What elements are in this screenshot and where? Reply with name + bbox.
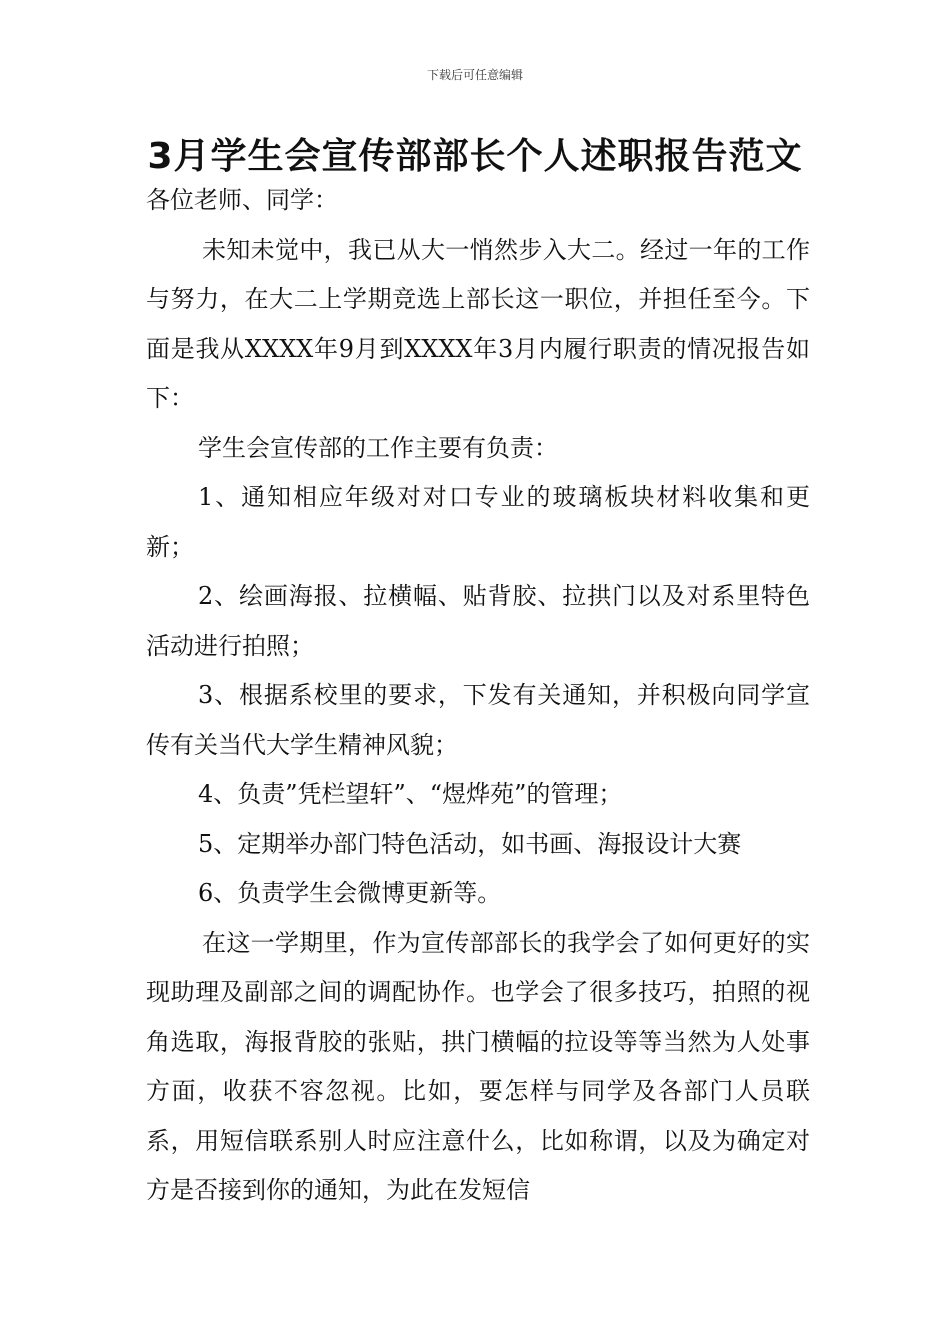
document-title: 3月学生会宣传部部长个人述职报告范文 xyxy=(147,136,803,177)
document-body xyxy=(146,176,810,1216)
header-note: 下载后可任意编辑 xyxy=(426,68,523,82)
salutation: 各位老师、同学： xyxy=(146,186,338,214)
duties-heading: 学生会宣传部的工作主要有负责： xyxy=(198,433,558,462)
duty-item-3: 3、根据系校里的要求，下发有关通知，并积极向同学宣传有关当代大学生精神风貌； xyxy=(146,681,810,759)
duty-item-6: 6、负责学生会微博更新等。 xyxy=(198,879,502,907)
duty-item-2: 2、绘画海报、拉横幅、贴背胶、拉拱门以及对系里特色活动进行拍照； xyxy=(146,582,810,660)
duty-item-4: 4、负责”凭栏望轩”、“煜烨苑”的管理； xyxy=(198,780,623,808)
duty-item-5: 5、定期举办部门特色活动，如书画、海报设计大赛 xyxy=(198,829,742,858)
intro-paragraph: 未知未觉中，我已从大一悄然步入大二。经过一年的工作与努力，在大二上学期竞选上部长这一职位，并担任至今。下面是我从XXXX年9月到XXXX年3月内履行职责的情况报告如下： xyxy=(146,235,810,412)
duty-item-1: 1、通知相应年级对对口专业的玻璃板块材料收集和更新； xyxy=(146,483,810,561)
reflection-paragraph: 在这一学期里，作为宣传部部长的我学会了如何更好的实现助理及副部之间的调配协作。也学会了很多技巧，拍照的视角选取，海报背胶的张贴，拱门横幅的拉设等等当然为人处事方面，收获不容忽视。比如，要怎样与同学及各部门人员联系，用短信联系别人时应注意什么，比如称谓，以及为确定对方是否接到你的通知，为此在发短信 xyxy=(146,928,810,1204)
